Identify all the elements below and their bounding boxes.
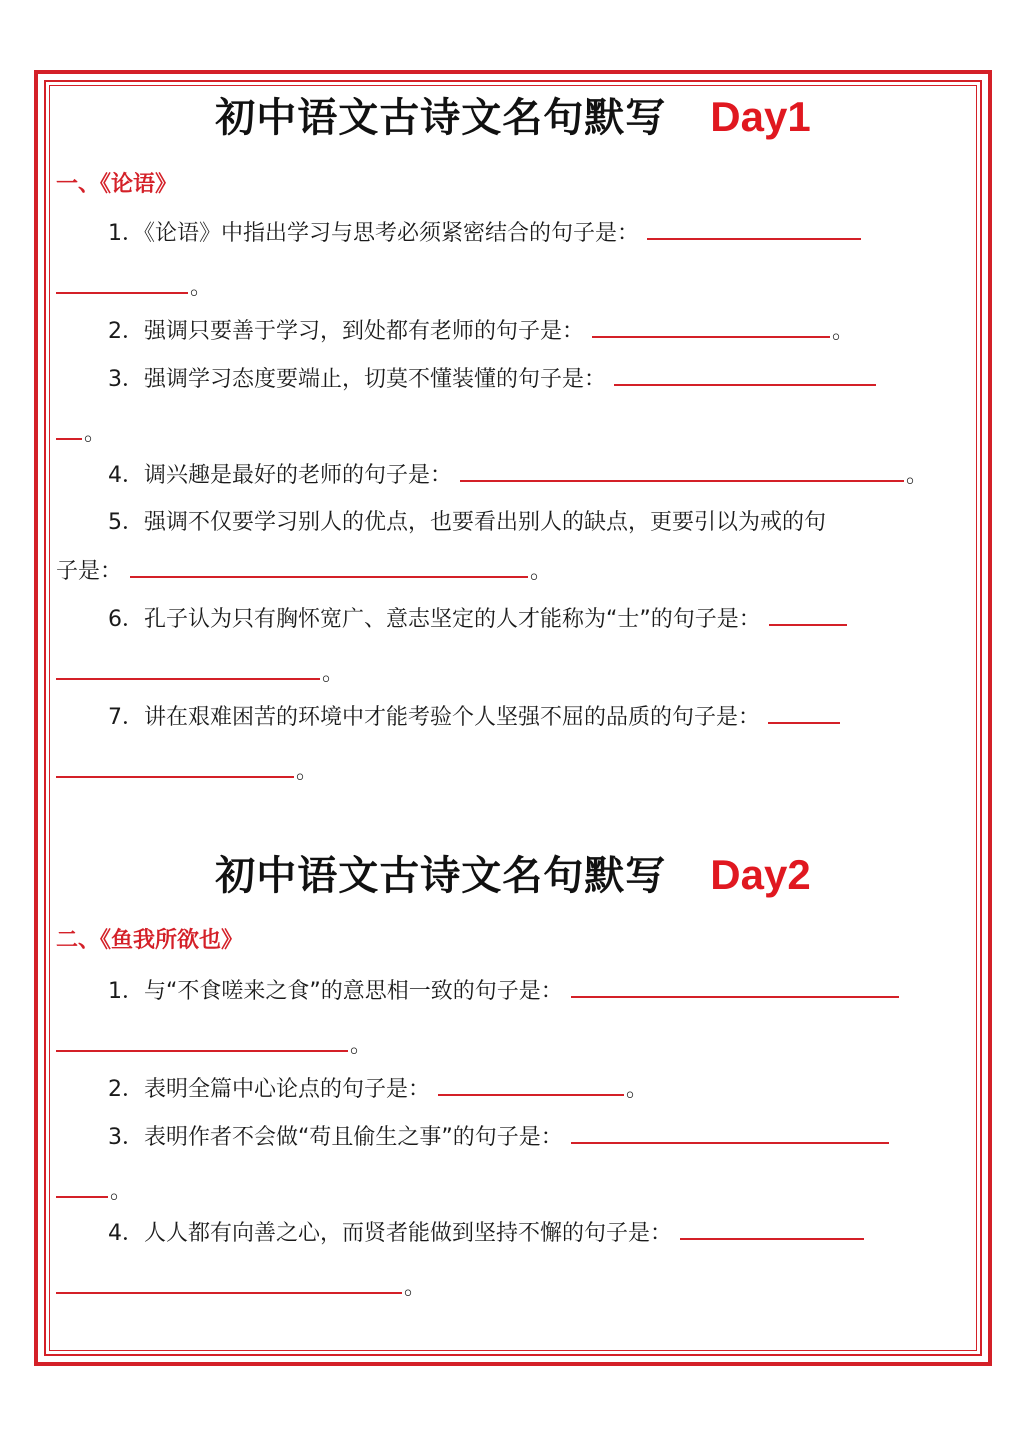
day1-q3-cont <box>56 420 972 446</box>
day2-title <box>0 851 1026 899</box>
day1-q5-text-cont: 子是： <box>56 559 123 584</box>
day1-q2 <box>108 318 972 344</box>
day2-title-text: 初中语文古诗文名句默写 <box>215 853 667 899</box>
day1-q5-text: 5．强调不仅要学习别人的优点，也要看出别人的缺点，更要引以为戒的句 <box>108 510 826 535</box>
answer-blank[interactable] <box>438 1076 624 1096</box>
day2-q1-text: 1．与“不食嗟来之食”的意思相一致的句子是： <box>108 979 563 1004</box>
day1-q6-cont <box>56 660 972 686</box>
answer-blank[interactable] <box>130 558 528 578</box>
day2-section-heading: 二、《鱼我所欲也》 <box>56 928 244 953</box>
answer-blank[interactable] <box>460 462 904 482</box>
day2-q2 <box>108 1076 972 1102</box>
day1-q7 <box>108 704 972 730</box>
day2-q3 <box>108 1124 972 1150</box>
answer-blank[interactable] <box>56 660 320 680</box>
day2-q3-text: 3．表明作者不会做“苟且偷生之事”的句子是： <box>108 1125 563 1150</box>
period: 。 <box>84 421 107 446</box>
day2-q1-cont <box>56 1032 972 1058</box>
day1-q2-text: 2．强调只要善于学习，到处都有老师的句子是： <box>108 319 584 344</box>
answer-blank[interactable] <box>56 274 188 294</box>
answer-blank[interactable] <box>647 220 861 240</box>
day1-day-label: Day1 <box>710 93 811 140</box>
period: 。 <box>110 1179 133 1204</box>
answer-blank[interactable] <box>769 606 847 626</box>
day2-q4-cont <box>56 1274 972 1300</box>
day1-q4-text: 4．调兴趣是最好的老师的句子是： <box>108 463 452 488</box>
answer-blank[interactable] <box>571 978 899 998</box>
answer-blank[interactable] <box>56 1178 108 1198</box>
day1-q7-cont <box>56 758 972 784</box>
day2-q2-text: 2．表明全篇中心论点的句子是： <box>108 1077 430 1102</box>
answer-blank[interactable] <box>768 704 840 724</box>
period: 。 <box>296 759 319 784</box>
answer-blank[interactable] <box>56 420 82 440</box>
day1-q6 <box>108 606 972 632</box>
period: 。 <box>832 319 855 344</box>
period: 。 <box>322 661 345 686</box>
period: 。 <box>530 559 553 584</box>
day2-q3-cont <box>56 1178 972 1204</box>
day1-q7-text: 7．讲在艰难困苦的环境中才能考验个人坚强不屈的品质的句子是： <box>108 705 760 730</box>
day1-q4 <box>108 462 972 488</box>
answer-blank[interactable] <box>56 758 294 778</box>
day1-title <box>0 93 1026 141</box>
period: 。 <box>404 1275 427 1300</box>
day1-q5-cont <box>56 558 972 584</box>
day1-q1-text: 1．《论语》中指出学习与思考必须紧密结合的句子是： <box>108 221 639 246</box>
answer-blank[interactable] <box>571 1124 889 1144</box>
day2-day-label: Day2 <box>710 851 811 898</box>
period: 。 <box>626 1077 649 1102</box>
day2-q1 <box>108 978 972 1004</box>
day1-q3-text: 3．强调学习态度要端止，切莫不懂装懂的句子是： <box>108 367 606 392</box>
answer-blank[interactable] <box>614 366 876 386</box>
day1-q1 <box>108 220 972 246</box>
answer-blank[interactable] <box>56 1032 348 1052</box>
day2-q4 <box>108 1220 972 1246</box>
answer-blank[interactable] <box>680 1220 864 1240</box>
day1-q5 <box>108 510 972 536</box>
period: 。 <box>190 275 213 300</box>
day1-section-heading: 一、《论语》 <box>56 172 178 197</box>
period: 。 <box>350 1033 373 1058</box>
answer-blank[interactable] <box>56 1274 402 1294</box>
day2-q4-text: 4．人人都有向善之心，而贤者能做到坚持不懈的句子是： <box>108 1221 672 1246</box>
day1-title-text: 初中语文古诗文名句默写 <box>215 95 667 141</box>
day1-q6-text: 6．孔子认为只有胸怀宽广、意志坚定的人才能称为“士”的句子是： <box>108 607 761 632</box>
day1-q3 <box>108 366 972 392</box>
period: 。 <box>906 463 929 488</box>
answer-blank[interactable] <box>592 318 830 338</box>
day1-q1-cont <box>56 274 972 300</box>
